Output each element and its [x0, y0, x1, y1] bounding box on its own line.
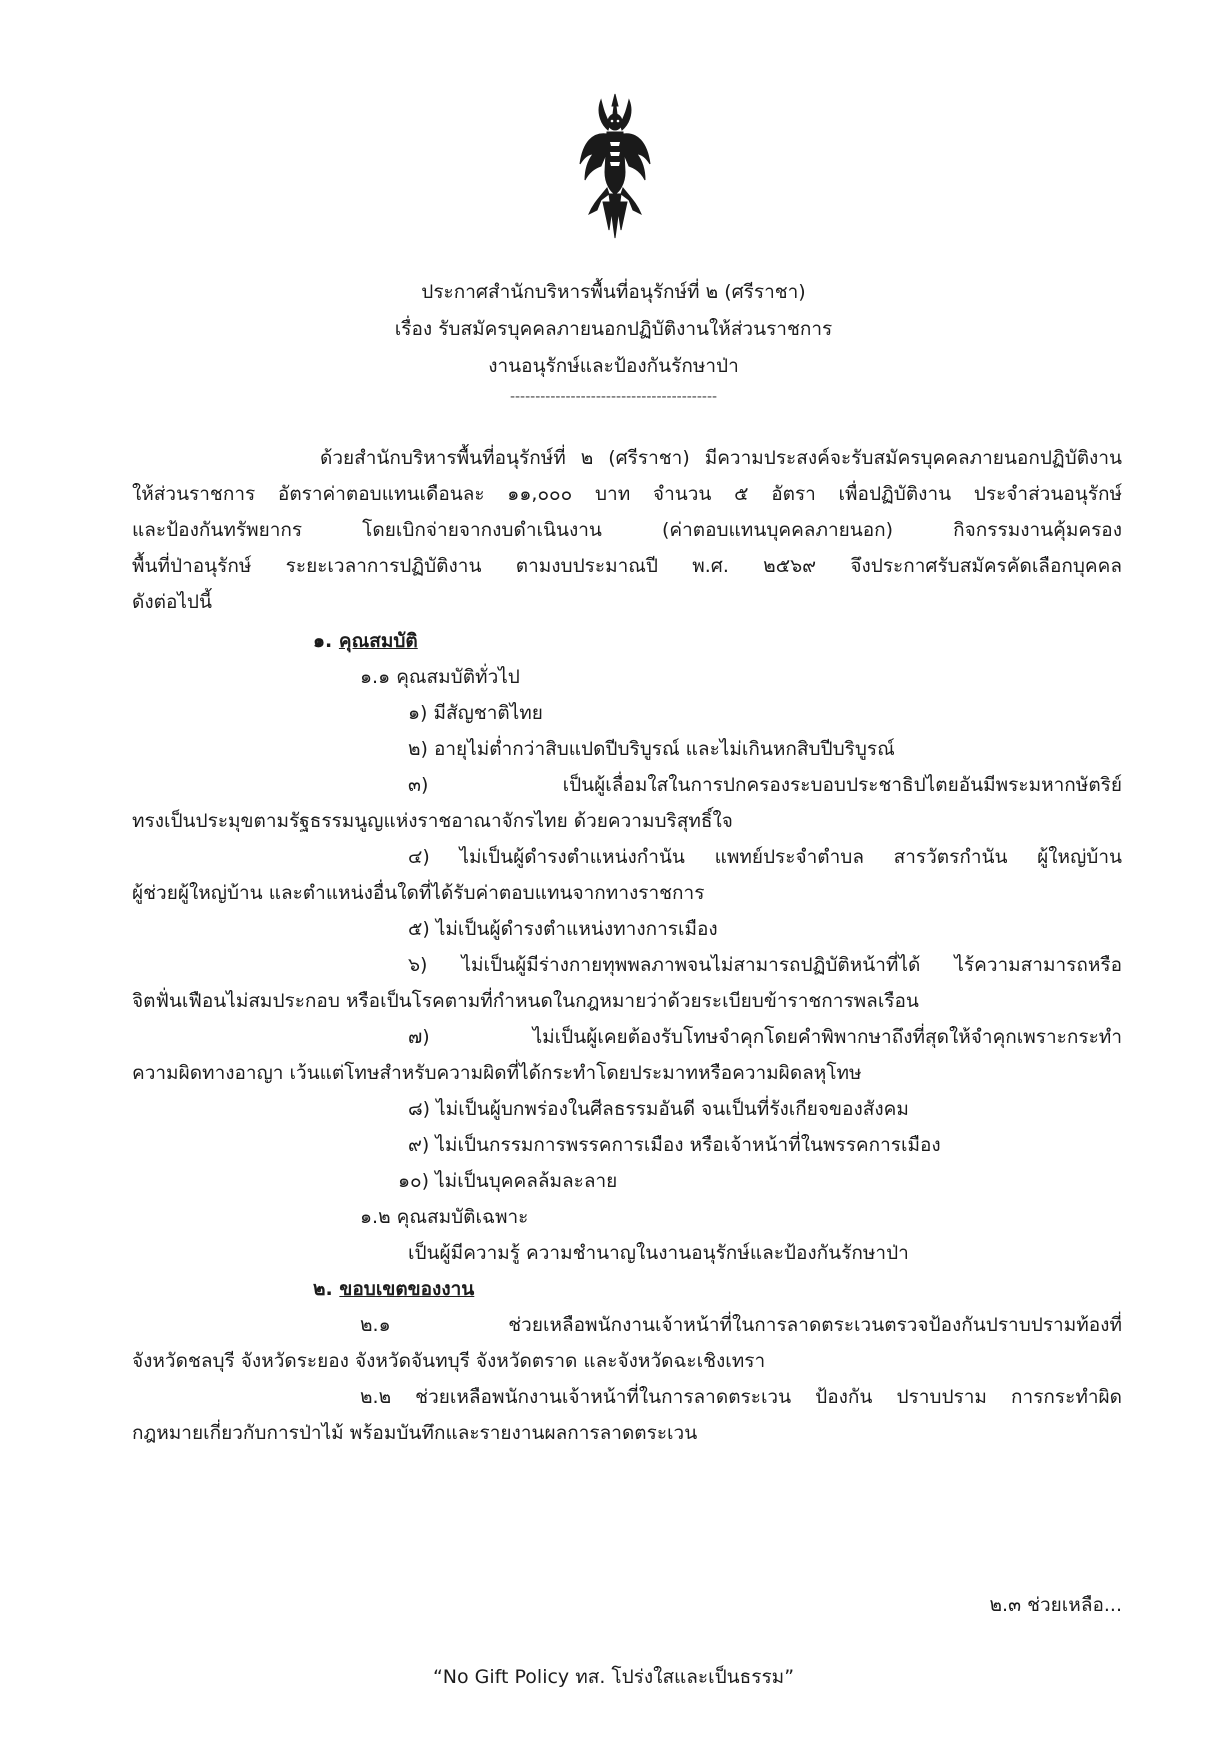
scope-item-2-1-cont: จังหวัดชลบุรี จังหวัดระยอง จังหวัดจันทบุรี จังหวัดตราด และจังหวัดฉะเชิงเทรา — [132, 1350, 766, 1372]
section-2-title: ขอบเขตของงาน — [339, 1278, 475, 1300]
scope-item-2-2-cont: กฎหมายเกี่ยวกับการป่าไม้ พร้อมบันทึกและรายงานผลการลาดตระเวน — [132, 1422, 698, 1444]
intro-line-2: ให้ส่วนราชการ อัตราค่าตอบแทนเดือนละ ๑๑,๐๐๐ บาท จำนวน ๕ อัตรา เพื่อปฏิบัติงาน ประจำส่วนอนุรักษ์ — [132, 483, 1122, 505]
intro-line-3: และป้องกันทรัพยากร โดยเบิกจ่ายจากงบดำเนินงาน (ค่าตอบแทนบุคคลภายนอก) กิจกรรมงานคุ้มครอง — [132, 519, 1122, 541]
qualification-item-2: ๒) อายุไม่ต่ำกว่าสิบแปดปีบริบูรณ์ และไม่เกินหกสิบปีบริบูรณ์ — [408, 738, 895, 760]
qualification-item-8: ๘) ไม่เป็นผู้บกพร่องในศีลธรรมอันดี จนเป็นที่รังเกียจของสังคม — [408, 1098, 909, 1120]
section-1-1-heading: ๑.๑ คุณสมบัติทั่วไป — [360, 666, 520, 688]
intro-line-5: ดังต่อไปนี้ — [132, 591, 212, 613]
title-line-2: เรื่อง รับสมัครบุคคลภายนอกปฏิบัติงานให้ส่วนราชการ — [394, 318, 833, 340]
qualification-item-3: ๓) เป็นผู้เลื่อมใสในการปกครองระบอบประชาธิปไตยอันมีพระมหากษัตริย์ — [408, 774, 1122, 796]
qualification-item-4-cont: ผู้ช่วยผู้ใหญ่บ้าน และตำแหน่งอื่นใดที่ได้รับค่าตอบแทนจากทางราชการ — [132, 882, 705, 904]
qualification-item-10: ๑๐) ไม่เป็นบุคคลล้มละลาย — [398, 1170, 618, 1192]
page-continuation: ๒.๓ ช่วยเหลือ... — [989, 1594, 1122, 1616]
qualification-item-7: ๗) ไม่เป็นผู้เคยต้องรับโทษจำคุกโดยคำพิพากษาถึงที่สุดให้จำคุกเพราะกระทำ — [408, 1026, 1122, 1048]
qualification-item-9: ๙) ไม่เป็นกรรมการพรรคการเมือง หรือเจ้าหน้าที่ในพรรคการเมือง — [408, 1134, 941, 1156]
title-line-1: ประกาศสำนักบริหารพื้นที่อนุรักษ์ที่ ๒ (ศรีราชา) — [421, 281, 806, 303]
qualification-item-1: ๑) มีสัญชาติไทย — [408, 702, 543, 724]
garuda-emblem-icon — [579, 92, 651, 240]
section-1-heading — [313, 628, 418, 654]
announcement-title — [0, 274, 1227, 409]
section-2-number: ๒. — [313, 1278, 333, 1300]
qualification-item-6: ๖) ไม่เป็นผู้มีร่างกายทุพพลภาพจนไม่สามารถปฏิบัติหน้าที่ได้ ไร้ความสามารถหรือ — [408, 954, 1122, 976]
section-1-title: คุณสมบัติ — [338, 630, 418, 652]
qualification-item-5: ๕) ไม่เป็นผู้ดำรงตำแหน่งทางการเมือง — [408, 918, 718, 940]
section-2-heading — [313, 1276, 474, 1302]
section-1-2-text: เป็นผู้มีความรู้ ความชำนาญในงานอนุรักษ์และป้องกันรักษาป่า — [408, 1242, 909, 1264]
qualification-item-7-cont: ความผิดทางอาญา เว้นแต่โทษสำหรับความผิดที่ได้กระทำโดยประมาทหรือความผิดลหุโทษ — [132, 1062, 862, 1084]
title-divider: ----------------------------------------- — [509, 389, 718, 405]
title-line-3: งานอนุรักษ์และป้องกันรักษาป่า — [488, 355, 739, 377]
section-1-number: ๑. — [313, 630, 333, 652]
section-1-2-heading: ๑.๒ คุณสมบัติเฉพาะ — [360, 1206, 529, 1228]
qualification-item-4: ๔) ไม่เป็นผู้ดำรงตำแหน่งกำนัน แพทย์ประจำตำบล สารวัตรกำนัน ผู้ใหญ่บ้าน — [408, 846, 1122, 868]
scope-item-2-2: ๒.๒ ช่วยเหลือพนักงานเจ้าหน้าที่ในการลาดตระเวน ป้องกัน ปราบปราม การกระทำผิด — [360, 1386, 1122, 1408]
qualification-item-6-cont: จิตฟั่นเฟือนไม่สมประกอบ หรือเป็นโรคตามที่กำหนดในกฎหมายว่าด้วยระเบียบข้าราชการพลเรือน — [132, 990, 919, 1012]
footer-slogan: “No Gift Policy ทส. โปร่งใสและเป็นธรรม” — [432, 1666, 795, 1688]
intro-line-1: ด้วยสำนักบริหารพื้นที่อนุรักษ์ที่ ๒ (ศรีราชา) มีความประสงค์จะรับสมัครบุคคลภายนอกปฏิบัติงาน — [320, 447, 1122, 469]
qualification-item-3-cont: ทรงเป็นประมุขตามรัฐธรรมนูญแห่งราชอาณาจักรไทย ด้วยความบริสุทธิ์ใจ — [132, 810, 733, 832]
intro-line-4: พื้นที่ป่าอนุรักษ์ ระยะเวลาการปฏิบัติงาน ตามงบประมาณปี พ.ศ. ๒๕๖๙ จึงประกาศรับสมัครคัดเลือกบุคคล — [132, 555, 1122, 577]
scope-item-2-1: ๒.๑ ช่วยเหลือพนักงานเจ้าหน้าที่ในการลาดตระเวนตรวจป้องกันปราบปรามท้องที่ — [360, 1314, 1122, 1336]
